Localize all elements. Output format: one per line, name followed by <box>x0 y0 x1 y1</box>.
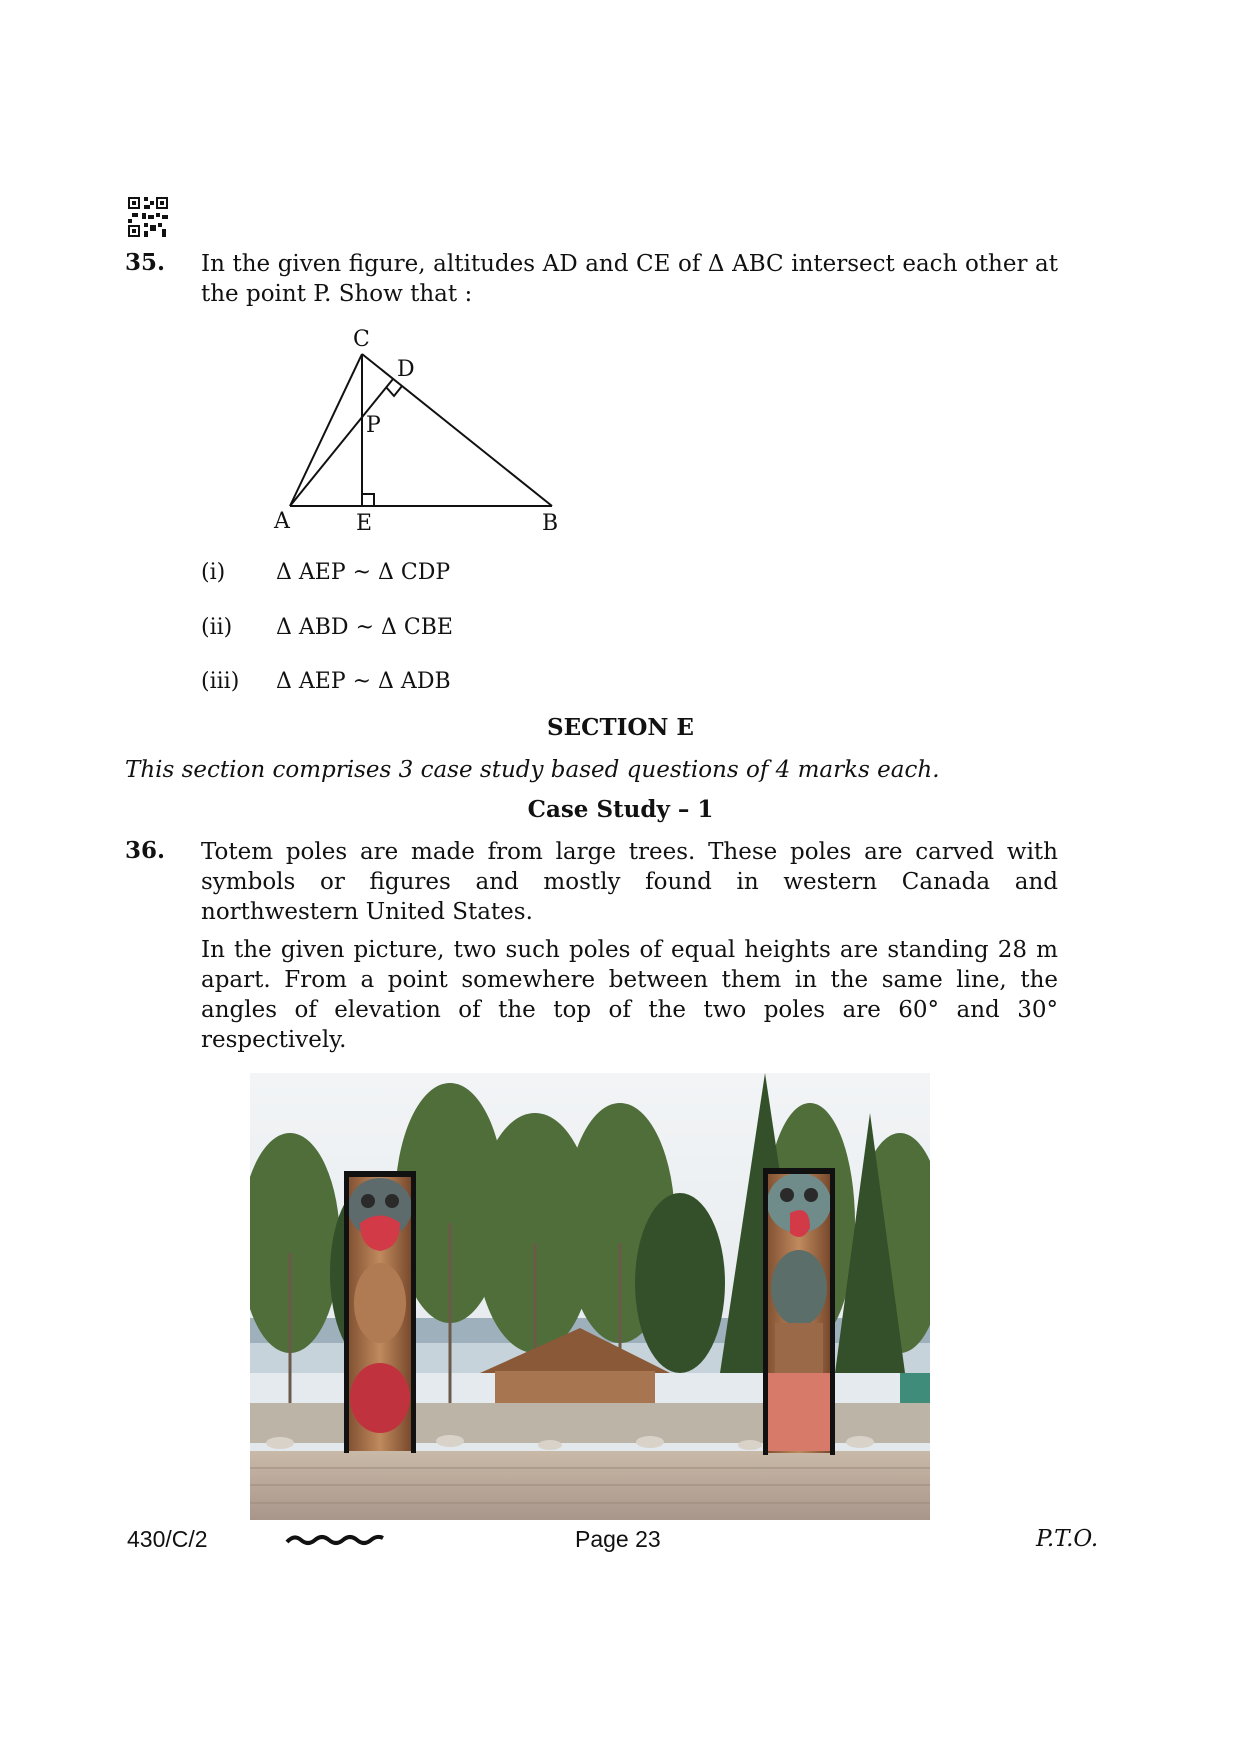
paper-code: 430/C/2 <box>127 1526 208 1552</box>
question-paragraph-2: In the given picture, two such poles of equal heights are standing 28 m apart. From a point somewhere between them in the same line, the angles of elevation of the top of the two poles are 60° and 30° respectively. <box>201 937 1058 1053</box>
left-totem-pole <box>344 1171 416 1453</box>
part-text: Δ ABD ~ Δ CBE <box>276 615 453 640</box>
pto-label: P.T.O. <box>1036 1526 1099 1552</box>
part-number: (iii) <box>201 669 240 694</box>
question-number: 36. <box>125 837 166 864</box>
side-bc <box>362 354 552 506</box>
label-e: E <box>356 511 373 536</box>
label-d: D <box>397 357 415 382</box>
right-angle-e <box>362 494 374 506</box>
page-number: Page 23 <box>575 1526 661 1552</box>
right-angle-d <box>386 386 402 396</box>
triangle-figure <box>260 320 580 545</box>
part-text: Δ AEP ~ Δ ADB <box>276 669 451 694</box>
wave-icon <box>285 1532 385 1552</box>
case-study-title: Case Study – 1 <box>527 796 714 823</box>
qr-code <box>128 197 168 237</box>
label-a: A <box>274 509 290 534</box>
part-number: (ii) <box>201 615 233 640</box>
totem-poles-photo <box>250 1073 930 1520</box>
section-description: This section comprises 3 case study based questions of 4 marks each. <box>125 757 940 783</box>
question-text: In the given figure, altitudes AD and CE of Δ ABC intersect each other at the point P. Show that : <box>201 251 1058 307</box>
part-text: Δ AEP ~ Δ CDP <box>276 560 451 585</box>
right-totem-pole <box>763 1168 835 1455</box>
label-p: P <box>366 413 381 438</box>
section-title: SECTION E <box>547 714 694 741</box>
label-c: C <box>353 327 370 352</box>
part-number: (i) <box>201 560 226 585</box>
question-number: 35. <box>125 249 166 276</box>
label-b: B <box>542 511 559 536</box>
question-paragraph-1: Totem poles are made from large trees. These poles are carved with symbols or figures and mostly found in western Canada and northwestern United States. <box>201 839 1058 925</box>
